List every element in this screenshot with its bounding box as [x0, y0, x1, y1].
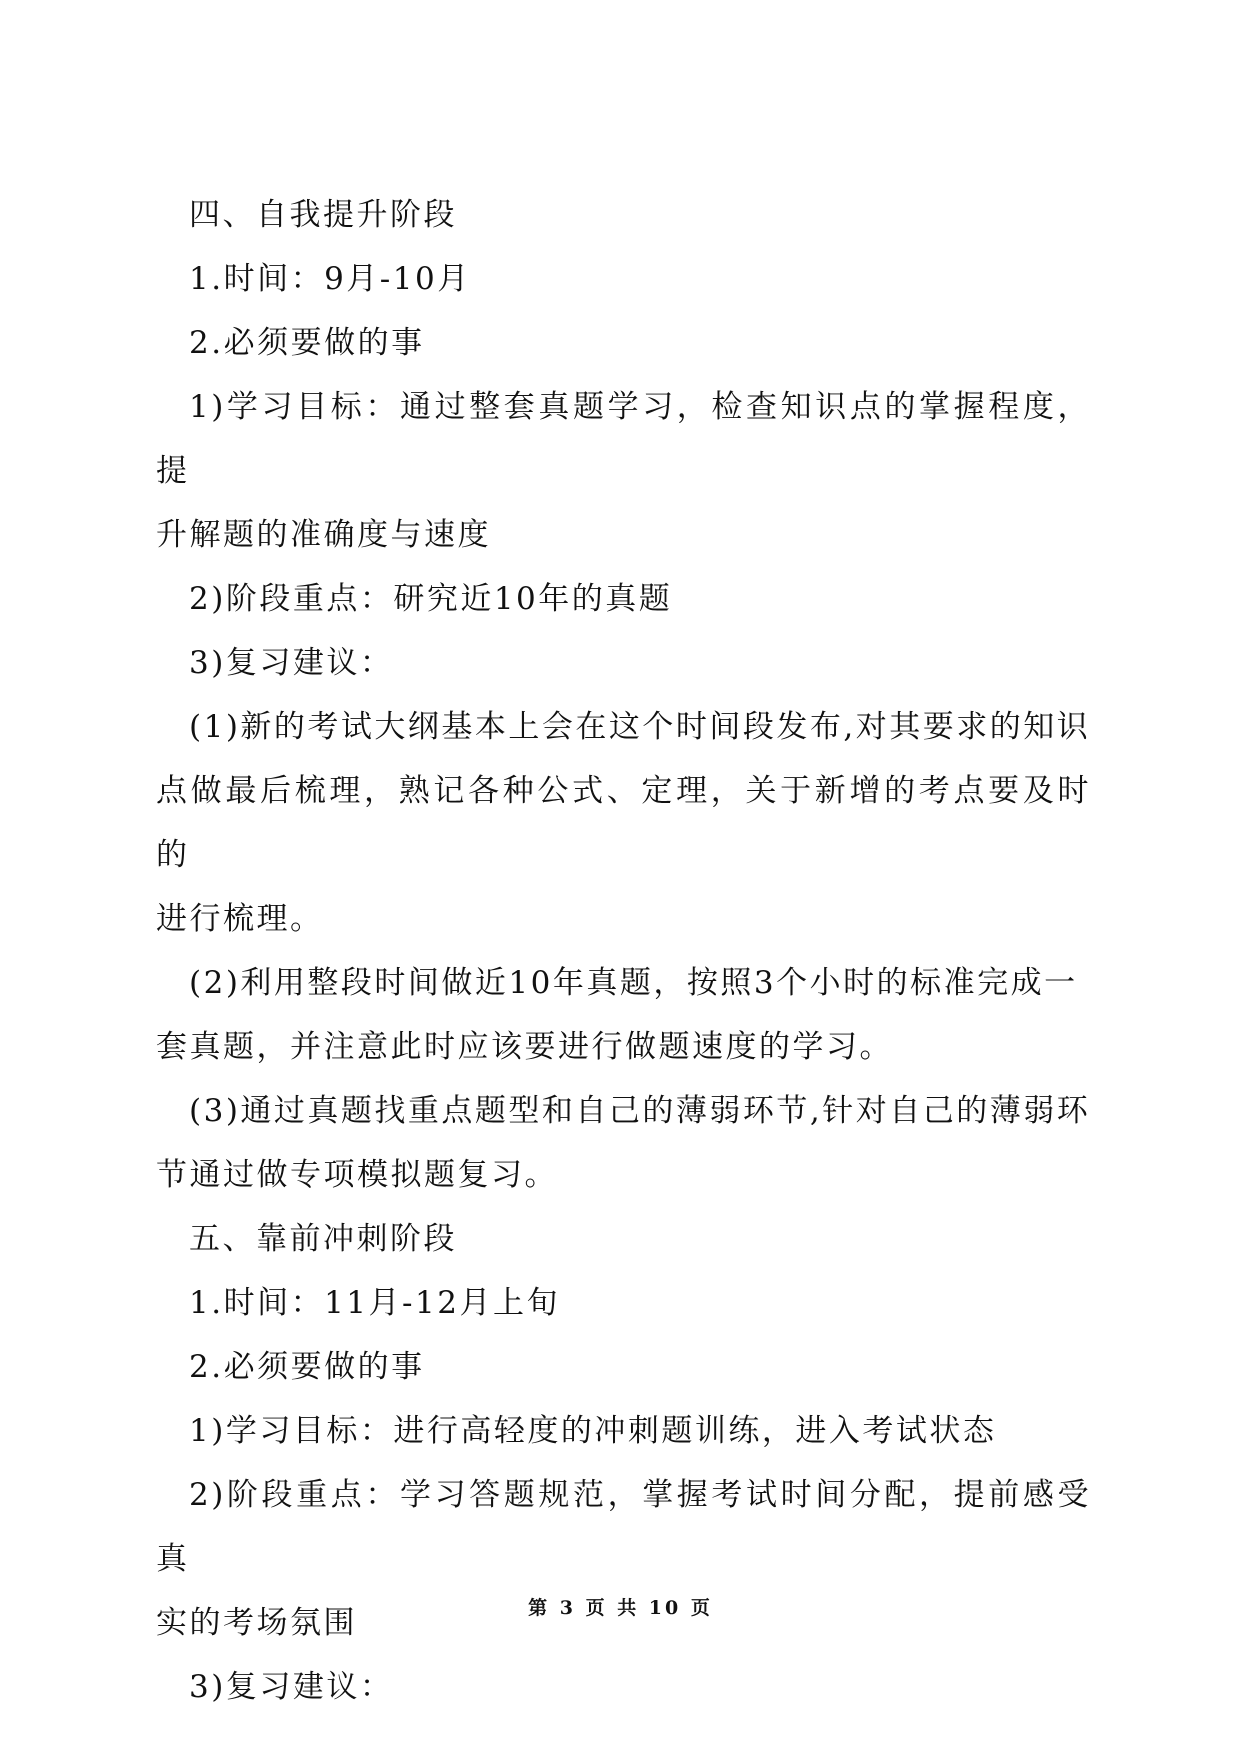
text-line: 2.必须要做的事 — [189, 1349, 425, 1385]
paragraph — [156, 1271, 1091, 1335]
text-line: 1.时间：11月-12月上旬 — [189, 1285, 560, 1321]
text-line: 点做最后梳理，熟记各种公式、定理，关于新增的考点要及时的 — [156, 773, 1091, 873]
text-line: (3)通过真题找重点题型和自己的薄弱环节,针对自己的薄弱环 — [189, 1093, 1091, 1129]
paragraph — [156, 1079, 1091, 1207]
text-line: 五、靠前冲刺阶段 — [189, 1221, 457, 1257]
page-number-footer: 第 3 页 共 10 页 — [528, 1597, 713, 1619]
paragraph — [156, 247, 1091, 311]
text-line: (2)利用整段时间做近10年真题，按照3个小时的标准完成一 — [189, 965, 1078, 1001]
paragraph — [156, 1399, 1091, 1463]
text-line: 2)阶段重点：学习答题规范，掌握考试时间分配，提前感受真 — [156, 1477, 1091, 1577]
text-line: 1)学习目标：通过整套真题学习，检查知识点的掌握程度，提 — [156, 389, 1091, 489]
text-line: 1)学习目标：进行高轻度的冲刺题训练，进入考试状态 — [189, 1413, 997, 1449]
paragraph — [156, 1463, 1091, 1655]
paragraph — [156, 695, 1091, 951]
text-line: (1)新的考试大纲基本上会在这个时间段发布,对其要求的知识 — [189, 709, 1091, 745]
text-line: 升解题的准确度与速度 — [156, 517, 491, 553]
paragraph — [156, 1335, 1091, 1399]
paragraph — [156, 951, 1091, 1079]
text-line: 套真题，并注意此时应该要进行做题速度的学习。 — [156, 1029, 893, 1065]
text-line: 实的考场氛围 — [156, 1605, 357, 1641]
text-line: 四、自我提升阶段 — [189, 197, 457, 233]
paragraph — [156, 567, 1091, 631]
text-line: 3)复习建议： — [189, 645, 394, 681]
section-heading — [156, 1207, 1091, 1271]
document-body — [156, 183, 1091, 1719]
text-line: 进行梳理。 — [156, 901, 324, 937]
text-line: 2.必须要做的事 — [189, 325, 425, 361]
paragraph — [156, 631, 1091, 695]
paragraph — [156, 311, 1091, 375]
text-line: 2)阶段重点：研究近10年的真题 — [189, 581, 673, 617]
text-line: 节通过做专项模拟题复习。 — [156, 1157, 558, 1193]
paragraph — [156, 1655, 1091, 1719]
text-line: 3)复习建议： — [189, 1669, 394, 1705]
paragraph — [156, 375, 1091, 567]
text-line: 1.时间：9月-10月 — [189, 261, 471, 297]
section-heading — [156, 183, 1091, 247]
